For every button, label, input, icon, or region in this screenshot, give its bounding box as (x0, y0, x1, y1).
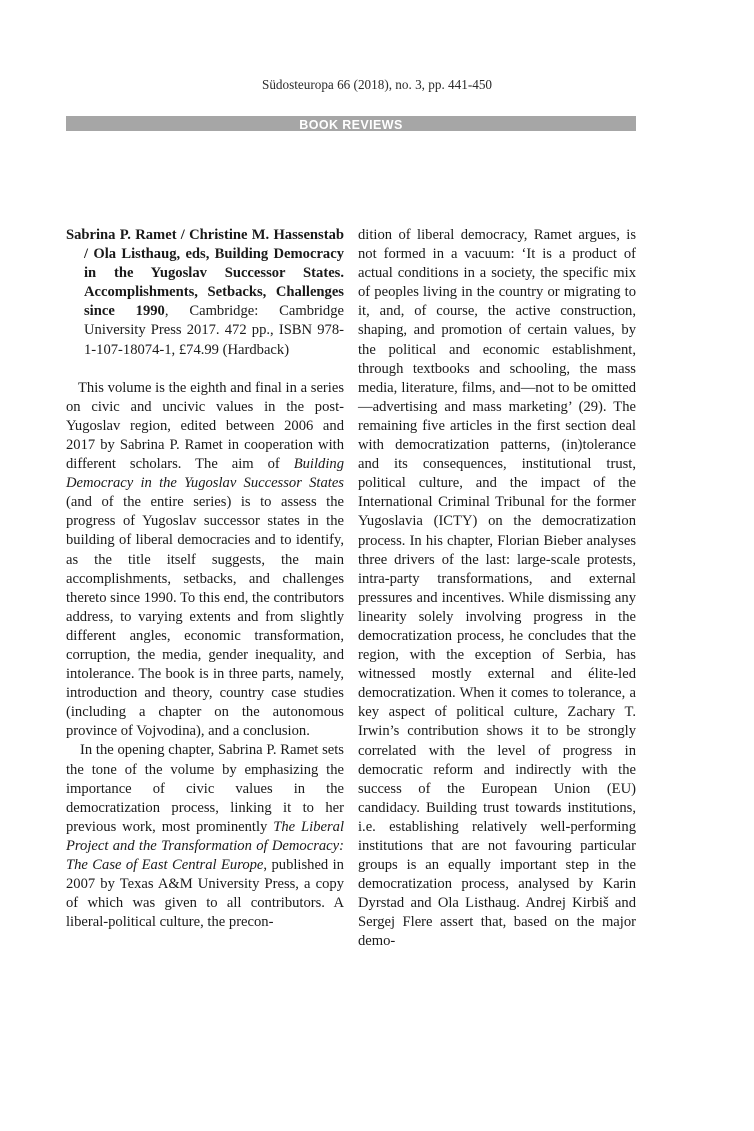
running-header: Südosteuropa 66 (2018), no. 3, pp. 441-450 (261, 77, 493, 92)
right-column (358, 226, 636, 952)
section-banner (66, 116, 636, 131)
section-title: BOOK REVIEWS (299, 118, 403, 132)
left-column (66, 226, 344, 932)
paragraph-2-start: In the opening chapter, Sabrina P. Ramet sets the tone of the volume by emphasizing the importance of civic values in the democratization process, linking it to her previous work, most prominently The Liberal Project and the Transformation of Democracy: The Case of East Central Europe, published in 2007 by Texas A&M University Press, a copy of which was given to all contributors. A liberal-political culture, the precon- (66, 742, 345, 931)
citation-publisher: , Cambridge: Cambridge University Press 2017. 472 pp., ISBN 978-1-107-18074-1, £74.99 (Hardback) (84, 303, 344, 358)
book-title-italic: Building Democracy in the Yugoslav Successor States (66, 456, 344, 492)
citation-title: Sabrina P. Ramet / Christine M. Hassenstab / Ola Listhaug, eds, Building Democracy in the Yugoslav Successor States. Accomplishments, Setbacks, Challenges since 1990 (66, 227, 344, 320)
paragraph-1: This volume is the eighth and final in a series on civic and uncivic values in the post-Yugoslav region, edited between 2006 and 2017 by Sabrina P. Ramet in cooperation with different scholars. The aim of Building Democracy in the Yugoslav Successor States (and of the entire series) is to assess the progress of Yugoslav successor states in the building of liberal democracies and to identify, as the title itself suggests, the main accomplishments, setbacks, and challenges thereto since 1990. To this end, the contributors address, to varying extents and from slightly different angles, economic transformation, corruption, the media, gender inequality, and intolerance. The book is in three parts, namely, introduction and theory, country case studies (including a chapter on the autonomous province of Vojvodina), and a conclusion. (66, 379, 344, 740)
cited-work-italic: The Liberal Project and the Transformation of Democracy: The Case of East Central Europe (66, 818, 345, 873)
book-citation (66, 226, 344, 360)
paragraph-2-continued: dition of liberal democracy, Ramet argues, is not formed in a vacuum: ‘It is a product of actual conditions in a society, the specific mix of peoples living in the country or migrating to it, and, of course, the active construction, shaping, and promotion of certain values, by the political and economic establishment, through textbooks and schooling, the mass media, literature, films, and—not to be omitted—advertising and mass marketing’ (29). The remaining five articles in the first section deal with democratization patterns, (in)tolerance and its consequences, institutional trust, political culture, and the impact of the International Criminal Tribunal for the former Yugoslavia (ICTY) on the democratization process. In his chapter, Florian Bieber analyses three drivers of the last: large-scale protests, intra-party transformations, and external pressures and incentives. While dismissing any linearity solely involving progress in the democratization process, he concludes that the region, with the exception of Serbia, has witnessed mostly external and élite-led democratization. When it comes to tolerance, a key aspect of political culture, Zachary T. Irwin’s contribution shows it to be strongly correlated with the level of progress in democratic reform and indirectly with the success of the European Union (EU) candidacy. Building trust towards institutions, i.e. establishing relatively well-performing institutions that are not favouring particular groups is an equally important step in the democratization process, analysed by Karin Dyrstad and Ola Listhaug. Andrej Kirbiš and Sergej Flere assert that, based on the major demo- (358, 227, 636, 950)
